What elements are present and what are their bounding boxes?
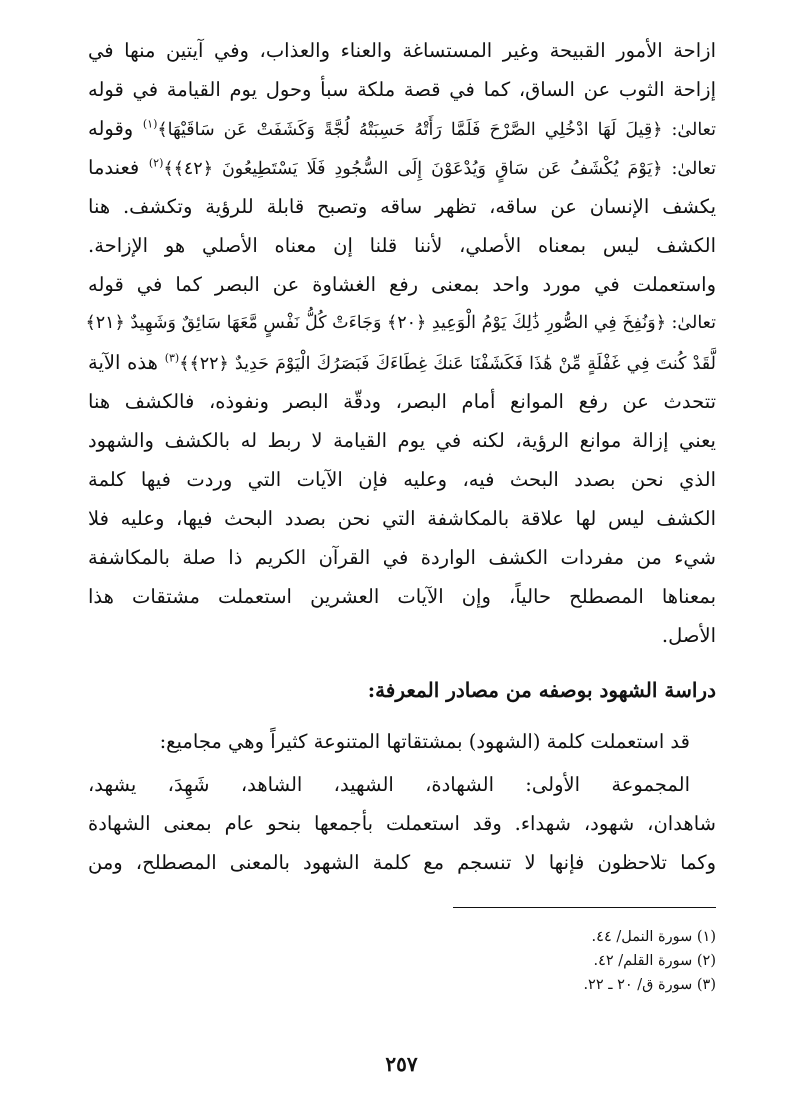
text-line: يكشف الإنسان عن ساقه، تظهر ساقه وتصبح قابلة للرؤية وتكشف. هنا: [88, 195, 716, 218]
text-fragment: فعندما: [88, 156, 149, 179]
footnote: (١) سورة النمل/ ٤٤.: [591, 929, 716, 945]
footnote-divider: [453, 907, 716, 908]
text-line: الكشف ليس لها علاقة بالمكاشفة التي نحن بصدد البحث فيها، وعليه فلا: [88, 507, 716, 530]
text-line: الأصل.: [661, 624, 716, 647]
quran-verse: تعالىٰ: ﴿يَوْمَ يُكْشَفُ عَن سَاقٍ وَيُدْعَوْنَ إِلَى السُّجُودِ فَلَا يَسْتَطِيعُونَ ﴿٤٢﴾﴾: [163, 159, 716, 179]
text-line: بمعناها المصطلح حالياً، وإن الآيات العشرين استعملت مشتقات هذا: [88, 585, 716, 608]
text-line: ازاحة الأمور القبيحة وغير المستساغة والعناء والعذاب، وفي آيتين منها في: [88, 39, 716, 62]
text-line: [88, 148, 716, 187]
section-text: [88, 718, 716, 882]
text-line: تتحدث عن رفع الموانع أمام البصر، ودقّة البصر ونفوذه، فالكشف هنا: [88, 390, 716, 413]
text-line: شاهدان، شهود، شهداء. وقد استعملت بأجمعها بنحو عام بمعنى الشهادة: [88, 812, 716, 835]
footnotes: [88, 925, 716, 997]
footnote-ref: (٢): [148, 156, 164, 170]
text-line: إزاحة الثوب عن الساق، كما في قصة ملكة سبأ وحول يوم القيامة في قوله: [88, 78, 716, 101]
text-line: شيء من مفردات الكشف الواردة في القرآن الكريم ذا صلة بالمكاشفة: [88, 546, 716, 569]
text-line: الذي نحن بصدد البحث فيه، وعليه فإن الآيات التي وردت فيها كلمة: [88, 468, 716, 491]
footnote: (٣) سورة ق/ ٢٠ ـ ٢٢.: [583, 977, 716, 993]
body-text: [85, 31, 716, 655]
text-line: المجموعة الأولى: الشهادة، الشهيد، الشاهد، شَهِدَ، يشهد،: [88, 773, 690, 796]
text-line: [88, 109, 716, 148]
section-heading: دراسة الشهود بوصفه من مصادر المعرفة:: [367, 678, 716, 702]
footnote-ref: (١): [142, 117, 158, 131]
text-line: واستعملت في مورد واحد بمعنى رفع الغشاوة عن البصر كما في قوله: [88, 273, 716, 296]
text-fragment: وقوله: [88, 117, 143, 140]
text-fragment: هذه الآية: [88, 351, 165, 374]
text-line: [88, 343, 716, 382]
text-line: الكشف ليس بمعناه الأصلي، لأننا قلنا إن معناه الأصلي هو الإزاحة.: [88, 234, 716, 257]
text-line: قد استعملت كلمة (الشهود) بمشتقاتها المتنوعة كثيراً وهي مجاميع:: [159, 730, 690, 753]
text-line: يعني إزالة موانع الرؤية، لكنه في يوم القيامة لا ربط له بالكشف والشهود: [88, 429, 716, 452]
text-line: وكما تلاحظون فإنها لا تنسجم مع كلمة الشهود بالمعنى المصطلح، ومن: [88, 851, 716, 874]
footnote-ref: (٣): [164, 351, 180, 365]
page-number: ٢٥٧: [385, 1052, 418, 1076]
quran-verse: لَّقَدْ كُنتَ فِي غَفْلَةٍ مِّنْ هَٰذَا فَكَشَفْنَا عَنكَ غِطَاءَكَ فَبَصَرُكَ الْيَوْمَ حَدِيدٌ ﴿٢٢﴾﴾: [179, 354, 716, 374]
quran-verse-line: تعالىٰ: ﴿وَنُفِخَ فِي الصُّورِ ذَٰلِكَ يَوْمُ الْوَعِيدِ ﴿٢٠﴾ وَجَاءَتْ كُلُّ نَفْسٍ مَّعَهَا سَائِقٌ وَشَهِيدٌ ﴿٢١﴾: [85, 313, 716, 333]
quran-verse: تعالىٰ: ﴿قِيلَ لَهَا ادْخُلِي الصَّرْحَ فَلَمَّا رَأَتْهُ حَسِبَتْهُ لُجَّةً وَكَشَفَتْ عَن سَاقَيْهَا﴾: [157, 120, 716, 140]
footnote: (٢) سورة القلم/ ٤٢.: [593, 953, 716, 969]
